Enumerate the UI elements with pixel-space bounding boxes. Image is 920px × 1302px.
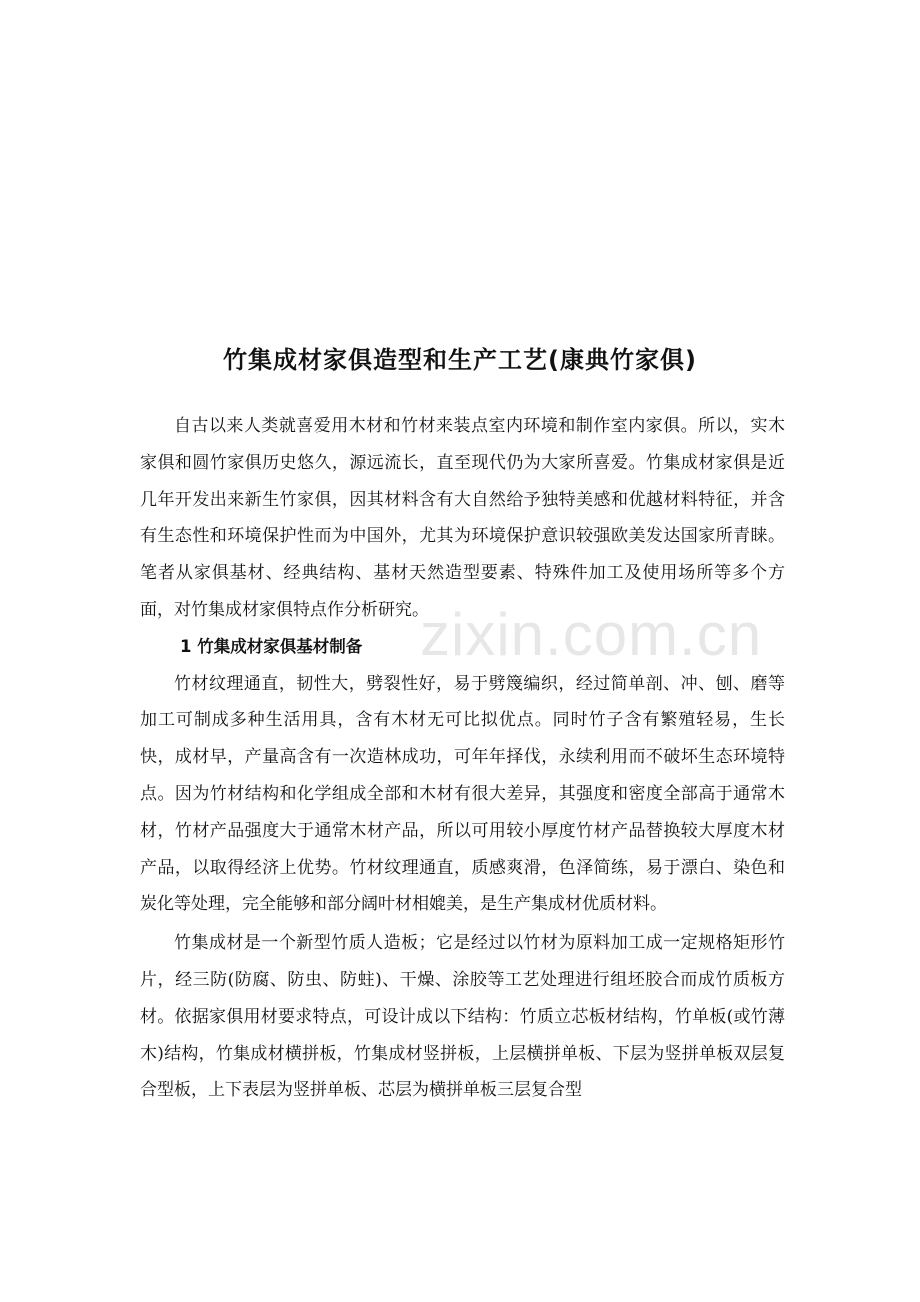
- body-paragraph: 竹材纹理通直，韧性大，劈裂性好，易于劈篾编织，经过简单剖、冲、刨、磨等加工可制成多种生活用具，含有木材无可比拟优点。同时竹子含有繁殖轻易，生长快，成材早，产量高含有一次造林成功，可年年择伐，永续利用而不破坏生态环境特点。因为竹材结构和化学组成全部和木材有很大差异，其强度和密度全部高于通常木材，竹材产品强度大于通常木材产品，所以可用较小厚度竹材产品替换较大厚度木材产品，以取得经济上优势。竹材纹理通直，质感爽滑，色泽简练，易于漂白、染色和炭化等处理，完全能够和部分阔叶材相媲美，是生产集成材优质材料。: [140, 673, 785, 915]
- watermark: zixin.com.cn: [420, 601, 763, 668]
- intro-paragraph: 自古以来人类就喜爱用木材和竹材来装点室内环境和制作室内家俱。所以，实木家俱和圆竹家俱历史悠久，源远流长，直至现代仍为大家所喜爱。竹集成材家俱是近几年开发出来新生竹家俱，因其材料含有大自然给予独特美感和优越材料特征，并含有生态性和环境保护性而为中国外，尤其为环境保护意识较强欧美发达国家所青睐。笔者从家俱基材、经典结构、基材天然造型要素、特殊件加工及使用场所等多个方面，对竹集成材家俱特点作分析研究。: [140, 416, 785, 620]
- body-paragraph: 竹集成材是一个新型竹质人造板；它是经过以竹材为原料加工成一定规格矩形竹片，经三防(防腐、防虫、防蛀)、干燥、涂胶等工艺处理进行组坯胶合而成竹质板方材。依据家俱用材要求特点，可设计成以下结构：竹质立芯板材结构，竹单板(或竹薄木)结构，竹集成材横拼板，竹集成材竖拼板，上层横拼单板、下层为竖拼单板双层复合型板，上下表层为竖拼单板、芯层为横拼单板三层复合型: [140, 933, 785, 1101]
- document-title: 竹集成材家俱造型和生产工艺(康典竹家俱): [223, 346, 697, 374]
- document-body: [140, 408, 785, 1109]
- section-heading: 1 竹集成材家俱基材制备: [180, 636, 363, 656]
